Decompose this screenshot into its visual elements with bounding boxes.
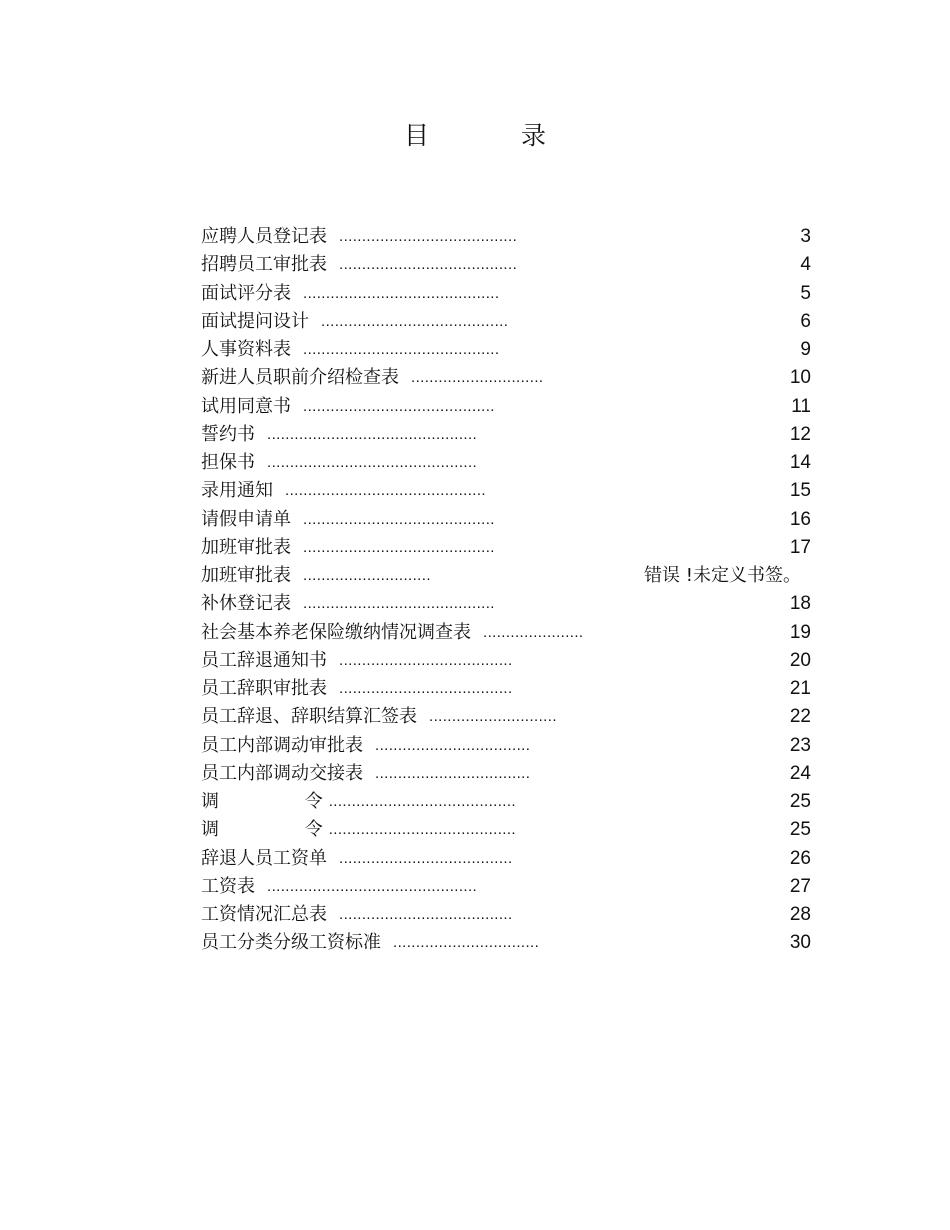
toc-page-number: 21 (789, 678, 811, 699)
toc-entry[interactable] (201, 675, 811, 703)
toc-entry[interactable] (201, 308, 811, 336)
toc-page-number: 10 (789, 367, 811, 389)
toc-entry[interactable] (201, 534, 811, 562)
toc-page-number: 25 (789, 791, 811, 812)
toc-page-number: 26 (789, 847, 811, 869)
toc-entry[interactable] (201, 732, 811, 760)
toc-page-number: 17 (789, 536, 811, 558)
toc-leader-dots: ................................ (393, 934, 540, 952)
toc-entry-label: 加班审批表 (201, 536, 291, 558)
toc-leader-dots: ......................................... (321, 312, 509, 330)
toc-page-number: 20 (789, 649, 811, 671)
toc-leader-dots: .............................................. (267, 454, 478, 471)
toc-entry-label: 员工辞退通知书 (201, 649, 327, 671)
toc-entry[interactable] (201, 873, 811, 901)
toc-entry-label: 员工内部调动交接表 (201, 762, 363, 784)
toc-leader-dots: .............................................. (267, 877, 478, 895)
toc-leader-dots: .......................................... (303, 538, 495, 556)
toc-page-number: 30 (789, 932, 811, 954)
toc-page-number: 9 (800, 339, 811, 360)
toc-entry-label: 员工辞职审批表 (201, 678, 327, 699)
toc-page-number: 28 (789, 904, 811, 925)
toc-page-number: 27 (789, 875, 811, 897)
toc-leader-dots: ........................................... (303, 284, 500, 302)
toc-leader-dots: ........................................... (303, 341, 500, 358)
table-of-contents (201, 223, 811, 958)
toc-entry[interactable] (201, 336, 811, 364)
toc-leader-dots: .............................................. (267, 425, 478, 443)
toc-page-number: 19 (789, 621, 811, 643)
toc-page-number: 3 (800, 226, 811, 247)
toc-entry[interactable] (201, 590, 811, 618)
toc-leader-dots: .................................. (375, 736, 531, 754)
toc-leader-dots: ............................ (429, 708, 557, 726)
toc-entry[interactable] (201, 449, 811, 477)
toc-page-number: 23 (789, 734, 811, 756)
toc-leader-dots: ....................................... (339, 228, 518, 245)
toc-page-number: 14 (789, 452, 811, 473)
toc-error-bookmark: 错误 !未定义书签。 (644, 565, 801, 586)
toc-page-number: 16 (789, 508, 811, 530)
toc-entry-label: 加班审批表 (201, 565, 291, 586)
toc-leader-dots: ...................................... (339, 651, 513, 669)
toc-entry-label: 社会基本养老保险缴纳情况调查表 (201, 621, 471, 643)
toc-page-number: 4 (800, 254, 811, 276)
toc-entry-label: 试用同意书 (201, 395, 291, 417)
toc-leader-dots: ...................................... (339, 680, 513, 697)
toc-entry[interactable] (201, 845, 811, 873)
toc-leader-dots: ....................................... (339, 256, 518, 274)
toc-entry[interactable] (201, 788, 811, 816)
toc-leader-dots: ............................. (411, 369, 544, 387)
toc-entry[interactable] (201, 816, 811, 844)
toc-entry-label: 面试提问设计 (201, 310, 309, 332)
toc-leader-dots: ......................................... (328, 821, 517, 839)
toc-entry[interactable] (201, 619, 811, 647)
toc-entry-label: 面试评分表 (201, 282, 291, 304)
toc-entry-label: 应聘人员登记表 (201, 226, 327, 247)
toc-entry-label: 誓约书 (201, 423, 255, 445)
toc-leader-dots: .......................................... (303, 595, 495, 613)
toc-entry-label: 录用通知 (201, 480, 273, 502)
toc-page-number: 22 (789, 706, 811, 728)
toc-entry-label: 补休登记表 (201, 593, 291, 615)
toc-page-number: 5 (800, 282, 811, 304)
toc-leader-dots: .......................................... (303, 510, 495, 528)
toc-page-number: 24 (789, 762, 811, 784)
toc-page-number: 25 (789, 819, 811, 841)
toc-page-number: 12 (789, 423, 811, 445)
toc-leader-dots: .................................. (375, 764, 531, 782)
toc-entry[interactable] (201, 421, 811, 449)
toc-page-number: 15 (789, 480, 811, 502)
toc-leader-dots: .......................................... (303, 397, 495, 415)
toc-entry-label: 担保书 (201, 452, 255, 473)
toc-leader-dots: ...................................... (339, 849, 513, 867)
toc-entry[interactable] (201, 477, 811, 505)
toc-entry-label: 员工内部调动审批表 (201, 734, 363, 756)
toc-entry-label: 调 令 (201, 819, 323, 841)
toc-page-number: 11 (791, 395, 811, 417)
toc-page-number: 18 (789, 593, 811, 615)
toc-entry[interactable] (201, 901, 811, 929)
toc-entry[interactable] (201, 223, 811, 251)
toc-leader-dots: ............................................ (285, 482, 486, 500)
page-title: 目 录 (404, 121, 588, 150)
toc-leader-dots: ............................ (303, 567, 431, 584)
toc-entry-label: 工资情况汇总表 (201, 904, 327, 925)
toc-entry-label: 员工辞退、辞职结算汇签表 (201, 706, 417, 728)
toc-entry[interactable] (201, 562, 811, 590)
toc-entry[interactable] (201, 760, 811, 788)
toc-entry[interactable] (201, 280, 811, 308)
toc-entry-label: 招聘员工审批表 (201, 254, 327, 276)
toc-page-number: 6 (800, 310, 811, 332)
toc-leader-dots: ...................... (483, 623, 584, 641)
toc-entry[interactable] (201, 251, 811, 279)
toc-entry-label: 辞退人员工资单 (201, 847, 327, 869)
toc-leader-dots: ...................................... (339, 906, 513, 923)
toc-leader-dots: ......................................... (328, 793, 517, 810)
toc-entry[interactable] (201, 364, 811, 392)
toc-entry-label: 员工分类分级工资标准 (201, 932, 381, 954)
toc-entry-label: 人事资料表 (201, 339, 291, 360)
toc-entry[interactable] (201, 506, 811, 534)
toc-entry[interactable] (201, 929, 811, 957)
toc-entry-label: 调 令 (201, 791, 323, 812)
toc-entry-label: 工资表 (201, 875, 255, 897)
toc-entry-label: 请假申请单 (201, 508, 291, 530)
toc-entry-label: 新进人员职前介绍检查表 (201, 367, 399, 389)
toc-entry[interactable] (201, 647, 811, 675)
toc-entry[interactable] (201, 703, 811, 731)
toc-entry[interactable] (201, 393, 811, 421)
